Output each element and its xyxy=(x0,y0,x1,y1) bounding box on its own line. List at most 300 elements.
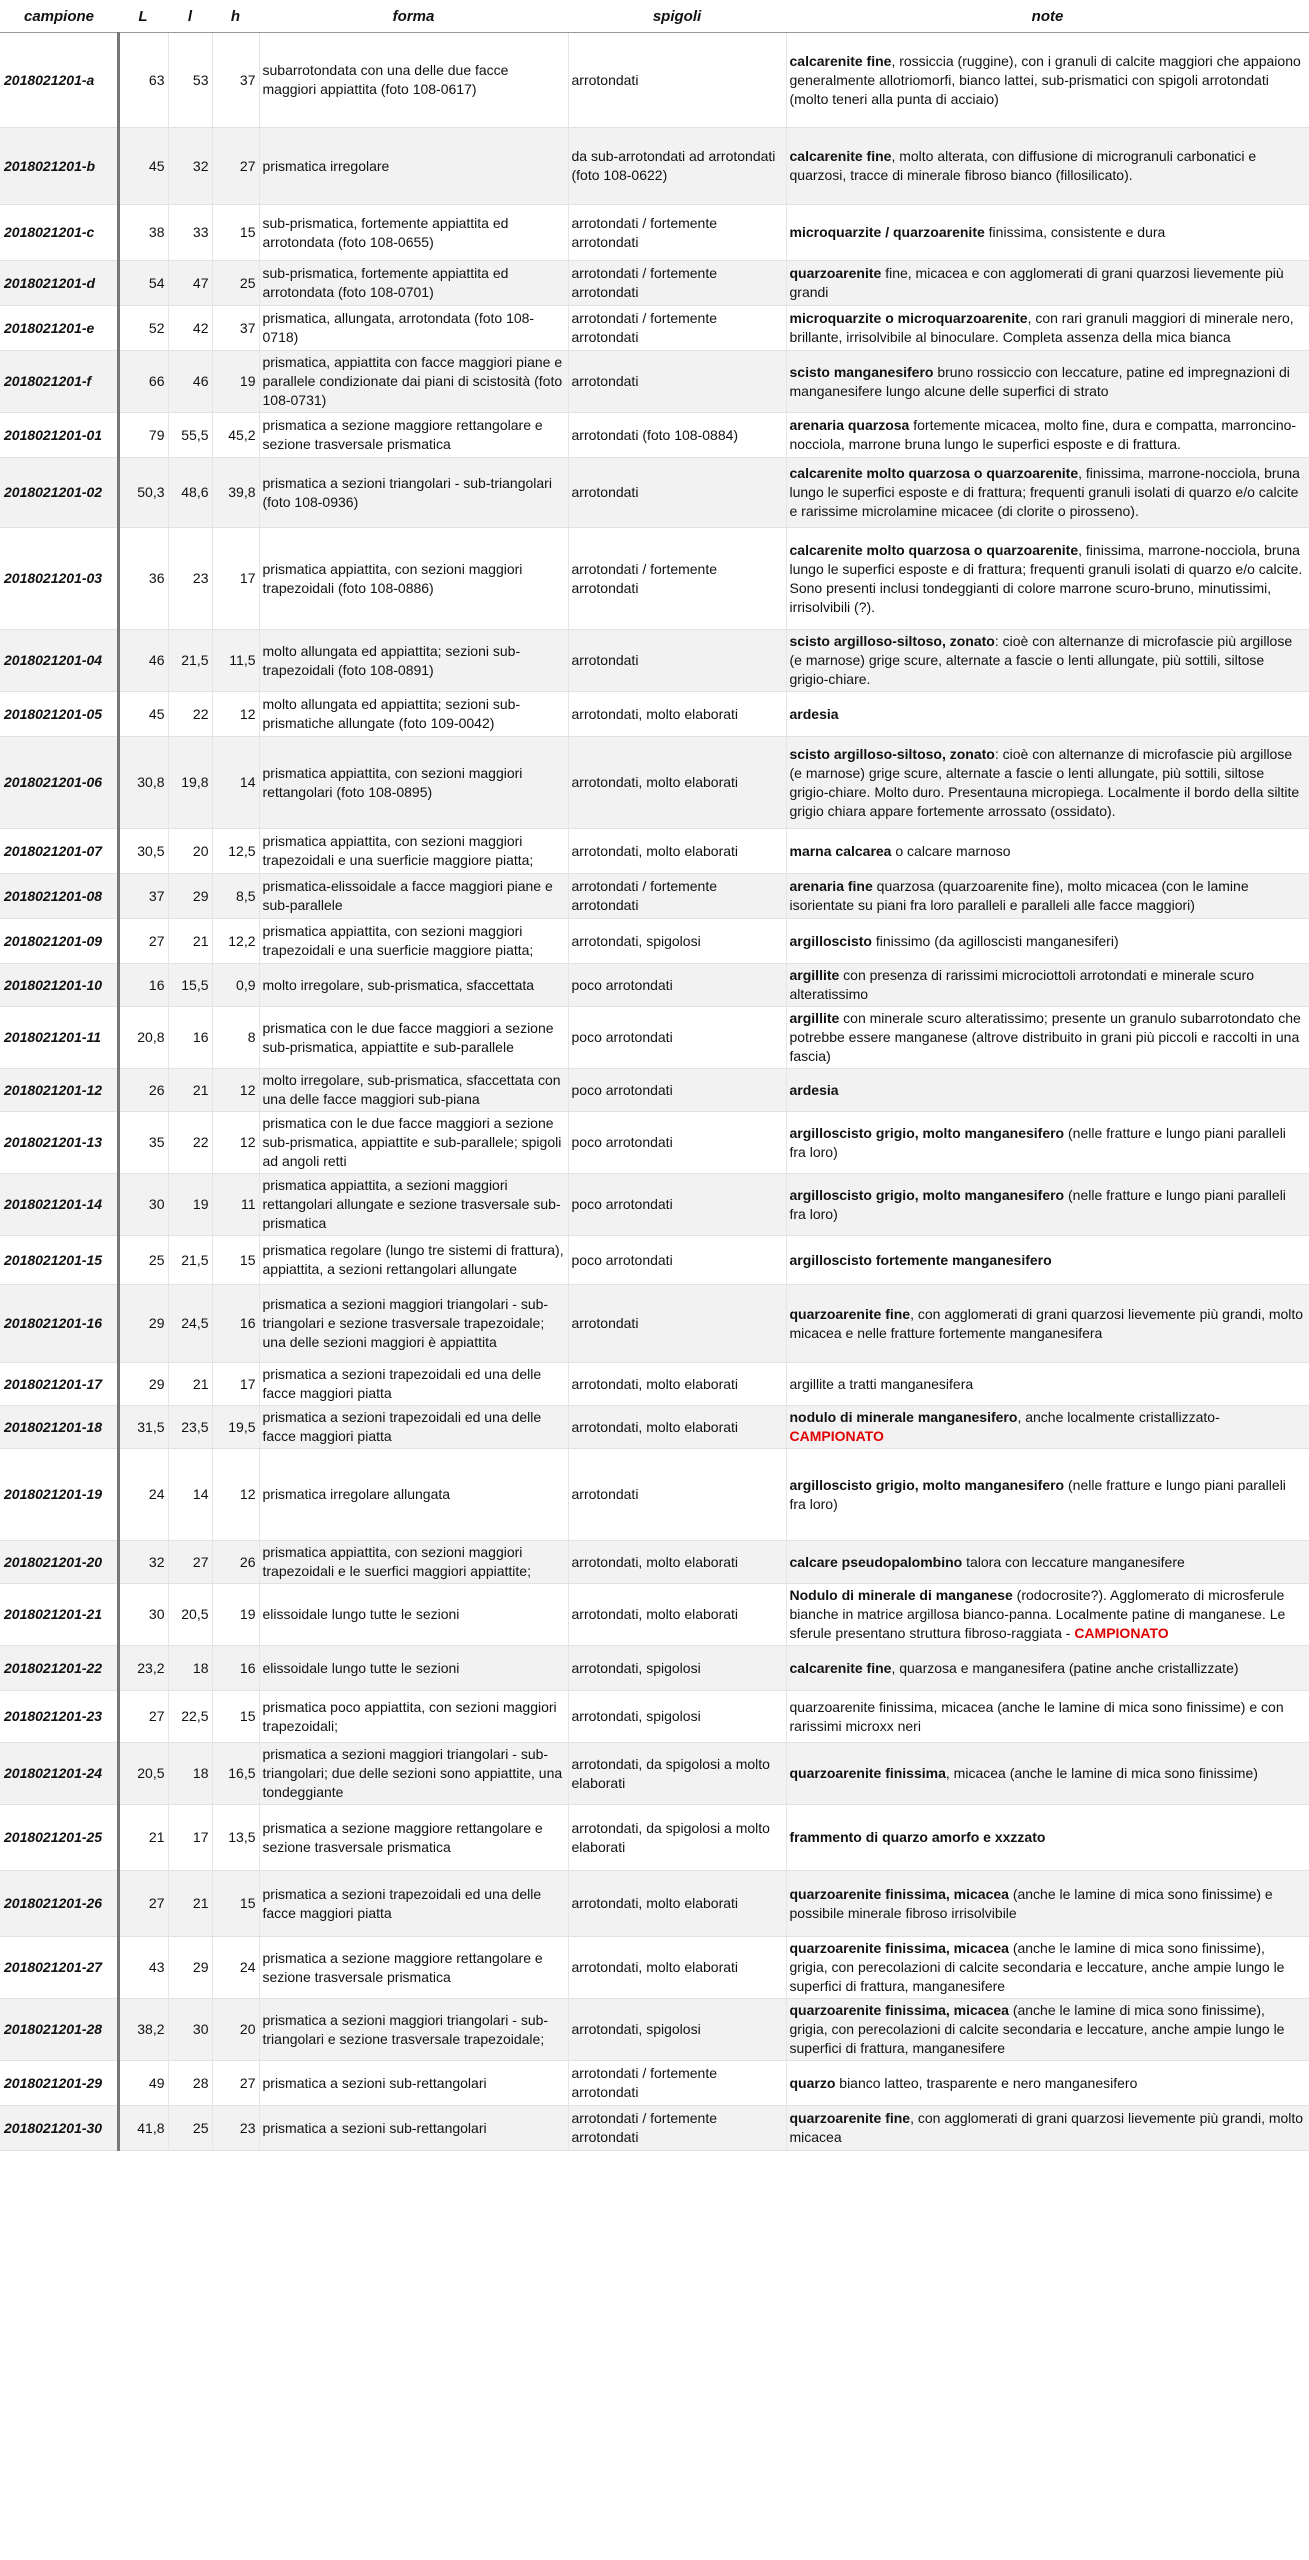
table-row[interactable] xyxy=(0,528,1309,630)
cell-forma[interactable]: sub-prismatica, fortemente appiattita ed arrotondata (foto 108-0701) xyxy=(259,261,568,306)
cell-campione[interactable]: 2018021201-22 xyxy=(0,1646,118,1691)
cell-spigoli[interactable]: arrotondati xyxy=(568,33,786,128)
cell-h[interactable]: 12 xyxy=(212,1112,259,1174)
cell-spigoli[interactable]: arrotondati, da spigolosi a molto elaborati xyxy=(568,1743,786,1805)
cell-L[interactable]: 32 xyxy=(118,1541,168,1584)
cell-L[interactable]: 50,3 xyxy=(118,458,168,528)
cell-spigoli[interactable]: arrotondati, molto elaborati xyxy=(568,1541,786,1584)
cell-forma[interactable]: sub-prismatica, fortemente appiattita ed arrotondata (foto 108-0655) xyxy=(259,205,568,261)
cell-h[interactable]: 12 xyxy=(212,1449,259,1541)
cell-spigoli[interactable]: arrotondati, molto elaborati xyxy=(568,1584,786,1646)
table-row[interactable] xyxy=(0,205,1309,261)
cell-forma[interactable]: prismatica a sezioni maggiori triangolari - sub-triangolari; due delle sezioni sono appiattite, una tondeggiante xyxy=(259,1743,568,1805)
cell-L[interactable]: 27 xyxy=(118,1871,168,1937)
table-row[interactable] xyxy=(0,261,1309,306)
cell-forma[interactable]: prismatica, appiattita con facce maggiori piane e parallele condizionate dai piani di scistosità (foto 108-0731) xyxy=(259,351,568,413)
cell-spigoli[interactable]: arrotondati / fortemente arrotondati xyxy=(568,306,786,351)
cell-spigoli[interactable]: poco arrotondati xyxy=(568,1007,786,1069)
cell-l[interactable]: 16 xyxy=(168,1007,212,1069)
cell-campione[interactable]: 2018021201-b xyxy=(0,128,118,205)
cell-note[interactable] xyxy=(786,205,1309,261)
cell-note[interactable] xyxy=(786,261,1309,306)
cell-campione[interactable]: 2018021201-05 xyxy=(0,692,118,737)
cell-forma[interactable]: prismatica a sezione maggiore rettangolare e sezione trasversale prismatica xyxy=(259,413,568,458)
cell-spigoli[interactable]: arrotondati, spigolosi xyxy=(568,1646,786,1691)
cell-h[interactable]: 17 xyxy=(212,528,259,630)
cell-h[interactable]: 13,5 xyxy=(212,1805,259,1871)
cell-campione[interactable]: 2018021201-18 xyxy=(0,1406,118,1449)
cell-forma[interactable]: molto irregolare, sub-prismatica, sfaccettata xyxy=(259,964,568,1007)
table-row[interactable] xyxy=(0,1112,1309,1174)
cell-campione[interactable]: 2018021201-01 xyxy=(0,413,118,458)
cell-l[interactable]: 21 xyxy=(168,919,212,964)
cell-campione[interactable]: 2018021201-27 xyxy=(0,1937,118,1999)
header-forma[interactable]: forma xyxy=(259,0,568,33)
cell-note[interactable] xyxy=(786,1007,1309,1069)
cell-h[interactable]: 12 xyxy=(212,1069,259,1112)
cell-note[interactable] xyxy=(786,306,1309,351)
cell-h[interactable]: 19,5 xyxy=(212,1406,259,1449)
cell-forma[interactable]: prismatica appiattita, con sezioni maggiori trapezoidali e una suerficie maggiore piatta; xyxy=(259,919,568,964)
cell-h[interactable]: 15 xyxy=(212,1871,259,1937)
cell-l[interactable]: 21,5 xyxy=(168,1236,212,1285)
cell-forma[interactable]: prismatica appiattita, con sezioni maggiori trapezoidali e una suerficie maggiore piatta; xyxy=(259,829,568,874)
cell-campione[interactable]: 2018021201-24 xyxy=(0,1743,118,1805)
cell-campione[interactable]: 2018021201-03 xyxy=(0,528,118,630)
cell-note[interactable] xyxy=(786,1805,1309,1871)
table-row[interactable] xyxy=(0,2061,1309,2106)
table-row[interactable] xyxy=(0,1236,1309,1285)
cell-note[interactable] xyxy=(786,1937,1309,1999)
cell-L[interactable]: 41,8 xyxy=(118,2106,168,2151)
cell-h[interactable]: 0,9 xyxy=(212,964,259,1007)
cell-L[interactable]: 29 xyxy=(118,1285,168,1363)
cell-forma[interactable]: prismatica con le due facce maggiori a sezione sub-prismatica, appiattite e sub-parallele xyxy=(259,1007,568,1069)
table-row[interactable] xyxy=(0,829,1309,874)
cell-l[interactable]: 24,5 xyxy=(168,1285,212,1363)
cell-L[interactable]: 30 xyxy=(118,1584,168,1646)
cell-L[interactable]: 38 xyxy=(118,205,168,261)
cell-L[interactable]: 23,2 xyxy=(118,1646,168,1691)
cell-l[interactable]: 48,6 xyxy=(168,458,212,528)
cell-note[interactable] xyxy=(786,874,1309,919)
cell-l[interactable]: 30 xyxy=(168,1999,212,2061)
cell-note[interactable] xyxy=(786,528,1309,630)
header-l[interactable]: l xyxy=(168,0,212,33)
table-row[interactable] xyxy=(0,1285,1309,1363)
cell-note[interactable] xyxy=(786,692,1309,737)
table-row[interactable] xyxy=(0,630,1309,692)
cell-l[interactable]: 20,5 xyxy=(168,1584,212,1646)
cell-note[interactable] xyxy=(786,2061,1309,2106)
cell-L[interactable]: 54 xyxy=(118,261,168,306)
cell-l[interactable]: 53 xyxy=(168,33,212,128)
cell-note[interactable] xyxy=(786,458,1309,528)
cell-h[interactable]: 17 xyxy=(212,1363,259,1406)
header-note[interactable]: note xyxy=(786,0,1309,33)
cell-campione[interactable]: 2018021201-f xyxy=(0,351,118,413)
table-row[interactable] xyxy=(0,351,1309,413)
cell-spigoli[interactable]: arrotondati, spigolosi xyxy=(568,1691,786,1743)
cell-campione[interactable]: 2018021201-12 xyxy=(0,1069,118,1112)
table-row[interactable] xyxy=(0,128,1309,205)
cell-spigoli[interactable]: arrotondati, molto elaborati xyxy=(568,1871,786,1937)
cell-campione[interactable]: 2018021201-21 xyxy=(0,1584,118,1646)
cell-forma[interactable]: prismatica, allungata, arrotondata (foto 108-0718) xyxy=(259,306,568,351)
table-row[interactable] xyxy=(0,1743,1309,1805)
cell-L[interactable]: 30,8 xyxy=(118,737,168,829)
cell-l[interactable]: 15,5 xyxy=(168,964,212,1007)
cell-spigoli[interactable]: arrotondati / fortemente arrotondati xyxy=(568,261,786,306)
cell-h[interactable]: 37 xyxy=(212,33,259,128)
cell-forma[interactable]: prismatica a sezioni trapezoidali ed una delle facce maggiori piatta xyxy=(259,1363,568,1406)
cell-h[interactable]: 39,8 xyxy=(212,458,259,528)
cell-h[interactable]: 8 xyxy=(212,1007,259,1069)
cell-L[interactable]: 38,2 xyxy=(118,1999,168,2061)
header-campione[interactable]: campione xyxy=(0,0,118,33)
cell-campione[interactable]: 2018021201-20 xyxy=(0,1541,118,1584)
cell-l[interactable]: 25 xyxy=(168,2106,212,2151)
table-row[interactable] xyxy=(0,1805,1309,1871)
cell-campione[interactable]: 2018021201-13 xyxy=(0,1112,118,1174)
cell-spigoli[interactable]: arrotondati (foto 108-0884) xyxy=(568,413,786,458)
cell-l[interactable]: 17 xyxy=(168,1805,212,1871)
cell-spigoli[interactable]: arrotondati / fortemente arrotondati xyxy=(568,874,786,919)
cell-L[interactable]: 21 xyxy=(118,1805,168,1871)
note-highlight: scisto manganesifero xyxy=(789,363,934,380)
note-highlight: argilloscisto grigio, molto manganesifero xyxy=(789,1186,1065,1203)
cell-forma[interactable]: prismatica con le due facce maggiori a sezione sub-prismatica, appiattite e sub-parallele; spigoli ad angoli retti xyxy=(259,1112,568,1174)
cell-forma[interactable]: prismatica-elissoidale a facce maggiori piane e sub-parallele xyxy=(259,874,568,919)
cell-spigoli[interactable]: arrotondati, molto elaborati xyxy=(568,1406,786,1449)
cell-L[interactable]: 16 xyxy=(118,964,168,1007)
cell-forma[interactable]: elissoidale lungo tutte le sezioni xyxy=(259,1646,568,1691)
cell-note[interactable] xyxy=(786,737,1309,829)
cell-L[interactable]: 20,5 xyxy=(118,1743,168,1805)
cell-l[interactable]: 23,5 xyxy=(168,1406,212,1449)
cell-h[interactable]: 27 xyxy=(212,2061,259,2106)
cell-spigoli[interactable]: arrotondati, da spigolosi a molto elaborati xyxy=(568,1805,786,1871)
cell-note[interactable] xyxy=(786,829,1309,874)
cell-l[interactable]: 29 xyxy=(168,874,212,919)
cell-note[interactable] xyxy=(786,1646,1309,1691)
cell-L[interactable]: 20,8 xyxy=(118,1007,168,1069)
table-row[interactable] xyxy=(0,1449,1309,1541)
cell-L[interactable]: 52 xyxy=(118,306,168,351)
cell-campione[interactable]: 2018021201-25 xyxy=(0,1805,118,1871)
table-row[interactable] xyxy=(0,1406,1309,1449)
cell-h[interactable]: 15 xyxy=(212,1691,259,1743)
cell-spigoli[interactable]: arrotondati / fortemente arrotondati xyxy=(568,2061,786,2106)
cell-campione[interactable]: 2018021201-08 xyxy=(0,874,118,919)
cell-l[interactable]: 21 xyxy=(168,1069,212,1112)
cell-spigoli[interactable]: poco arrotondati xyxy=(568,964,786,1007)
cell-L[interactable]: 66 xyxy=(118,351,168,413)
table-row[interactable] xyxy=(0,1069,1309,1112)
cell-forma[interactable]: subarrotondata con una delle due facce maggiori appiattita (foto 108-0617) xyxy=(259,33,568,128)
cell-campione[interactable]: 2018021201-d xyxy=(0,261,118,306)
cell-L[interactable]: 63 xyxy=(118,33,168,128)
cell-forma[interactable]: prismatica a sezione maggiore rettangolare e sezione trasversale prismatica xyxy=(259,1937,568,1999)
cell-h[interactable]: 27 xyxy=(212,128,259,205)
cell-campione[interactable]: 2018021201-e xyxy=(0,306,118,351)
cell-h[interactable]: 26 xyxy=(212,1541,259,1584)
cell-h[interactable]: 15 xyxy=(212,205,259,261)
cell-l[interactable]: 19,8 xyxy=(168,737,212,829)
cell-campione[interactable]: 2018021201-28 xyxy=(0,1999,118,2061)
cell-note[interactable] xyxy=(786,919,1309,964)
cell-l[interactable]: 47 xyxy=(168,261,212,306)
cell-l[interactable]: 28 xyxy=(168,2061,212,2106)
cell-campione[interactable]: 2018021201-30 xyxy=(0,2106,118,2151)
cell-campione[interactable]: 2018021201-23 xyxy=(0,1691,118,1743)
cell-l[interactable]: 23 xyxy=(168,528,212,630)
cell-l[interactable]: 14 xyxy=(168,1449,212,1541)
cell-campione[interactable]: 2018021201-11 xyxy=(0,1007,118,1069)
cell-note[interactable] xyxy=(786,1069,1309,1112)
cell-campione[interactable]: 2018021201-14 xyxy=(0,1174,118,1236)
cell-campione[interactable]: 2018021201-04 xyxy=(0,630,118,692)
cell-L[interactable]: 36 xyxy=(118,528,168,630)
cell-L[interactable]: 25 xyxy=(118,1236,168,1285)
note-highlight: microquarzite / quarzoarenite xyxy=(789,224,985,240)
cell-forma[interactable]: prismatica appiattita, a sezioni maggiori rettangolari allungate e sezione trasversale sub-prismatica xyxy=(259,1174,568,1236)
cell-h[interactable]: 25 xyxy=(212,261,259,306)
table-row[interactable] xyxy=(0,1871,1309,1937)
cell-spigoli[interactable]: poco arrotondati xyxy=(568,1174,786,1236)
cell-h[interactable]: 12 xyxy=(212,692,259,737)
cell-spigoli[interactable]: arrotondati, molto elaborati xyxy=(568,1363,786,1406)
cell-h[interactable]: 19 xyxy=(212,1584,259,1646)
cell-l[interactable]: 21,5 xyxy=(168,630,212,692)
table-row[interactable] xyxy=(0,1937,1309,1999)
cell-note[interactable] xyxy=(786,1541,1309,1584)
cell-h[interactable]: 23 xyxy=(212,2106,259,2151)
cell-forma[interactable]: prismatica a sezioni maggiori triangolari - sub-triangolari e sezione trasversale trapezoidale; xyxy=(259,1999,568,2061)
cell-l[interactable]: 20 xyxy=(168,829,212,874)
cell-h[interactable]: 14 xyxy=(212,737,259,829)
cell-spigoli[interactable]: poco arrotondati xyxy=(568,1112,786,1174)
cell-L[interactable]: 45 xyxy=(118,692,168,737)
cell-forma[interactable]: prismatica irregolare xyxy=(259,128,568,205)
cell-l[interactable]: 46 xyxy=(168,351,212,413)
cell-L[interactable]: 29 xyxy=(118,1363,168,1406)
table-row[interactable] xyxy=(0,1174,1309,1236)
cell-forma[interactable]: prismatica appiattita, con sezioni maggiori trapezoidali (foto 108-0886) xyxy=(259,528,568,630)
cell-forma[interactable]: molto allungata ed appiattita; sezioni sub-prismatiche allungate (foto 109-0042) xyxy=(259,692,568,737)
cell-h[interactable]: 11 xyxy=(212,1174,259,1236)
cell-L[interactable]: 26 xyxy=(118,1069,168,1112)
cell-note[interactable] xyxy=(786,964,1309,1007)
cell-L[interactable]: 30 xyxy=(118,1174,168,1236)
cell-note[interactable] xyxy=(786,1285,1309,1363)
cell-spigoli[interactable]: arrotondati, molto elaborati xyxy=(568,737,786,829)
cell-spigoli[interactable]: arrotondati, molto elaborati xyxy=(568,1937,786,1999)
table-row[interactable] xyxy=(0,1541,1309,1584)
cell-campione[interactable]: 2018021201-10 xyxy=(0,964,118,1007)
cell-h[interactable]: 8,5 xyxy=(212,874,259,919)
cell-L[interactable]: 43 xyxy=(118,1937,168,1999)
cell-forma[interactable]: prismatica irregolare allungata xyxy=(259,1449,568,1541)
cell-l[interactable]: 42 xyxy=(168,306,212,351)
cell-forma[interactable]: prismatica a sezioni sub-rettangolari xyxy=(259,2061,568,2106)
cell-spigoli[interactable]: arrotondati xyxy=(568,630,786,692)
cell-spigoli[interactable]: arrotondati xyxy=(568,351,786,413)
table-row[interactable] xyxy=(0,1691,1309,1743)
cell-note[interactable] xyxy=(786,630,1309,692)
cell-campione[interactable]: 2018021201-16 xyxy=(0,1285,118,1363)
header-h[interactable]: h xyxy=(212,0,259,33)
cell-spigoli[interactable]: arrotondati, spigolosi xyxy=(568,919,786,964)
cell-l[interactable]: 32 xyxy=(168,128,212,205)
cell-note[interactable] xyxy=(786,1871,1309,1937)
cell-L[interactable]: 35 xyxy=(118,1112,168,1174)
cell-h[interactable]: 20 xyxy=(212,1999,259,2061)
cell-campione[interactable]: 2018021201-29 xyxy=(0,2061,118,2106)
cell-L[interactable]: 37 xyxy=(118,874,168,919)
header-L[interactable]: L xyxy=(118,0,168,33)
note-text: : cioè con alternanze di microfascie più argillose (e marnose) grige scure, alternate a fascie o lenti allungate, più sottili, siltose grigio-chiare. Molto duro. Presentauna micropiega. Localmente il bordo della siltite grigio chiara appare fortemente arrossato (ossidato). xyxy=(789,745,1300,819)
cell-L[interactable]: 27 xyxy=(118,1691,168,1743)
cell-spigoli[interactable]: arrotondati, molto elaborati xyxy=(568,692,786,737)
cell-spigoli[interactable]: poco arrotondati xyxy=(568,1236,786,1285)
cell-forma[interactable]: prismatica a sezione maggiore rettangolare e sezione trasversale prismatica xyxy=(259,1805,568,1871)
table-row[interactable] xyxy=(0,1646,1309,1691)
cell-forma[interactable]: prismatica a sezioni trapezoidali ed una delle facce maggiori piatta xyxy=(259,1871,568,1937)
cell-forma[interactable]: prismatica appiattita, con sezioni maggiori trapezoidali e le suerfici maggiori appiattite; xyxy=(259,1541,568,1584)
cell-l[interactable]: 19 xyxy=(168,1174,212,1236)
cell-L[interactable]: 24 xyxy=(118,1449,168,1541)
cell-spigoli[interactable]: arrotondati / fortemente arrotondati xyxy=(568,2106,786,2151)
cell-note[interactable] xyxy=(786,413,1309,458)
cell-note[interactable] xyxy=(786,33,1309,128)
cell-h[interactable]: 37 xyxy=(212,306,259,351)
cell-campione[interactable]: 2018021201-15 xyxy=(0,1236,118,1285)
note-highlight: microquarzite o microquarzoarenite xyxy=(789,310,1028,326)
cell-spigoli[interactable]: arrotondati xyxy=(568,1285,786,1363)
cell-l[interactable]: 22,5 xyxy=(168,1691,212,1743)
cell-campione[interactable]: 2018021201-06 xyxy=(0,737,118,829)
cell-forma[interactable]: prismatica a sezioni maggiori triangolari - sub-triangolari e sezione trasversale trapezoidale; una delle sezioni maggiori è appiattita xyxy=(259,1285,568,1363)
cell-forma[interactable]: prismatica poco appiattita, con sezioni maggiori trapezoidali; xyxy=(259,1691,568,1743)
cell-note[interactable] xyxy=(786,1584,1309,1646)
cell-campione[interactable]: 2018021201-a xyxy=(0,33,118,128)
cell-spigoli[interactable]: arrotondati, molto elaborati xyxy=(568,829,786,874)
cell-h[interactable]: 15 xyxy=(212,1236,259,1285)
cell-L[interactable]: 30,5 xyxy=(118,829,168,874)
table-row[interactable] xyxy=(0,1999,1309,2061)
cell-spigoli[interactable]: arrotondati / fortemente arrotondati xyxy=(568,205,786,261)
cell-note[interactable] xyxy=(786,1691,1309,1743)
cell-forma[interactable]: prismatica a sezioni trapezoidali ed una delle facce maggiori piatta xyxy=(259,1406,568,1449)
cell-l[interactable]: 21 xyxy=(168,1871,212,1937)
cell-note[interactable] xyxy=(786,1999,1309,2061)
table-row[interactable] xyxy=(0,33,1309,128)
table-row[interactable] xyxy=(0,1363,1309,1406)
cell-note[interactable] xyxy=(786,2106,1309,2151)
cell-l[interactable]: 22 xyxy=(168,1112,212,1174)
cell-l[interactable]: 21 xyxy=(168,1363,212,1406)
cell-note[interactable] xyxy=(786,1449,1309,1541)
cell-L[interactable]: 49 xyxy=(118,2061,168,2106)
cell-campione[interactable]: 2018021201-17 xyxy=(0,1363,118,1406)
cell-h[interactable]: 16,5 xyxy=(212,1743,259,1805)
cell-spigoli[interactable]: arrotondati / fortemente arrotondati xyxy=(568,528,786,630)
table-row[interactable] xyxy=(0,1584,1309,1646)
cell-spigoli[interactable]: da sub-arrotondati ad arrotondati (foto 108-0622) xyxy=(568,128,786,205)
cell-l[interactable]: 55,5 xyxy=(168,413,212,458)
cell-l[interactable]: 18 xyxy=(168,1646,212,1691)
cell-L[interactable]: 46 xyxy=(118,630,168,692)
cell-note[interactable] xyxy=(786,1406,1309,1449)
cell-L[interactable]: 27 xyxy=(118,919,168,964)
table-row[interactable] xyxy=(0,1007,1309,1069)
table-row[interactable] xyxy=(0,458,1309,528)
cell-l[interactable]: 18 xyxy=(168,1743,212,1805)
cell-note[interactable] xyxy=(786,1236,1309,1285)
cell-note[interactable] xyxy=(786,1363,1309,1406)
table-row[interactable] xyxy=(0,2106,1309,2151)
cell-spigoli[interactable]: arrotondati xyxy=(568,458,786,528)
cell-l[interactable]: 22 xyxy=(168,692,212,737)
table-row[interactable] xyxy=(0,874,1309,919)
cell-spigoli[interactable]: arrotondati, spigolosi xyxy=(568,1999,786,2061)
cell-l[interactable]: 29 xyxy=(168,1937,212,1999)
cell-forma[interactable]: prismatica a sezioni sub-rettangolari xyxy=(259,2106,568,2151)
cell-h[interactable]: 45,2 xyxy=(212,413,259,458)
cell-h[interactable]: 12,5 xyxy=(212,829,259,874)
cell-h[interactable]: 11,5 xyxy=(212,630,259,692)
cell-campione[interactable]: 2018021201-c xyxy=(0,205,118,261)
cell-campione[interactable]: 2018021201-07 xyxy=(0,829,118,874)
cell-h[interactable]: 19 xyxy=(212,351,259,413)
cell-l[interactable]: 27 xyxy=(168,1541,212,1584)
cell-note[interactable] xyxy=(786,1112,1309,1174)
cell-note[interactable] xyxy=(786,1174,1309,1236)
cell-campione[interactable]: 2018021201-09 xyxy=(0,919,118,964)
header-spigoli[interactable]: spigoli xyxy=(568,0,786,33)
cell-forma[interactable]: prismatica appiattita, con sezioni maggiori rettangolari (foto 108-0895) xyxy=(259,737,568,829)
cell-spigoli[interactable]: arrotondati xyxy=(568,1449,786,1541)
cell-h[interactable]: 24 xyxy=(212,1937,259,1999)
cell-L[interactable]: 79 xyxy=(118,413,168,458)
table-row[interactable] xyxy=(0,306,1309,351)
cell-spigoli[interactable]: poco arrotondati xyxy=(568,1069,786,1112)
cell-h[interactable]: 12,2 xyxy=(212,919,259,964)
cell-forma[interactable]: molto allungata ed appiattita; sezioni sub-trapezoidali (foto 108-0891) xyxy=(259,630,568,692)
cell-l[interactable]: 33 xyxy=(168,205,212,261)
cell-forma[interactable]: molto irregolare, sub-prismatica, sfaccettata con una delle facce maggiori sub-piana xyxy=(259,1069,568,1112)
table-row[interactable] xyxy=(0,919,1309,964)
cell-h[interactable]: 16 xyxy=(212,1646,259,1691)
table-row[interactable] xyxy=(0,692,1309,737)
cell-forma[interactable]: prismatica regolare (lungo tre sistemi di frattura), appiattita, a sezioni rettangolari allungate xyxy=(259,1236,568,1285)
cell-campione[interactable]: 2018021201-26 xyxy=(0,1871,118,1937)
table-row[interactable] xyxy=(0,413,1309,458)
cell-campione[interactable]: 2018021201-19 xyxy=(0,1449,118,1541)
cell-forma[interactable]: elissoidale lungo tutte le sezioni xyxy=(259,1584,568,1646)
cell-forma[interactable]: prismatica a sezioni triangolari - sub-triangolari (foto 108-0936) xyxy=(259,458,568,528)
cell-L[interactable]: 45 xyxy=(118,128,168,205)
cell-note[interactable] xyxy=(786,1743,1309,1805)
table-row[interactable] xyxy=(0,964,1309,1007)
cell-note[interactable] xyxy=(786,351,1309,413)
table-row[interactable] xyxy=(0,737,1309,829)
cell-L[interactable]: 31,5 xyxy=(118,1406,168,1449)
cell-campione[interactable]: 2018021201-02 xyxy=(0,458,118,528)
cell-note[interactable] xyxy=(786,128,1309,205)
cell-h[interactable]: 16 xyxy=(212,1285,259,1363)
